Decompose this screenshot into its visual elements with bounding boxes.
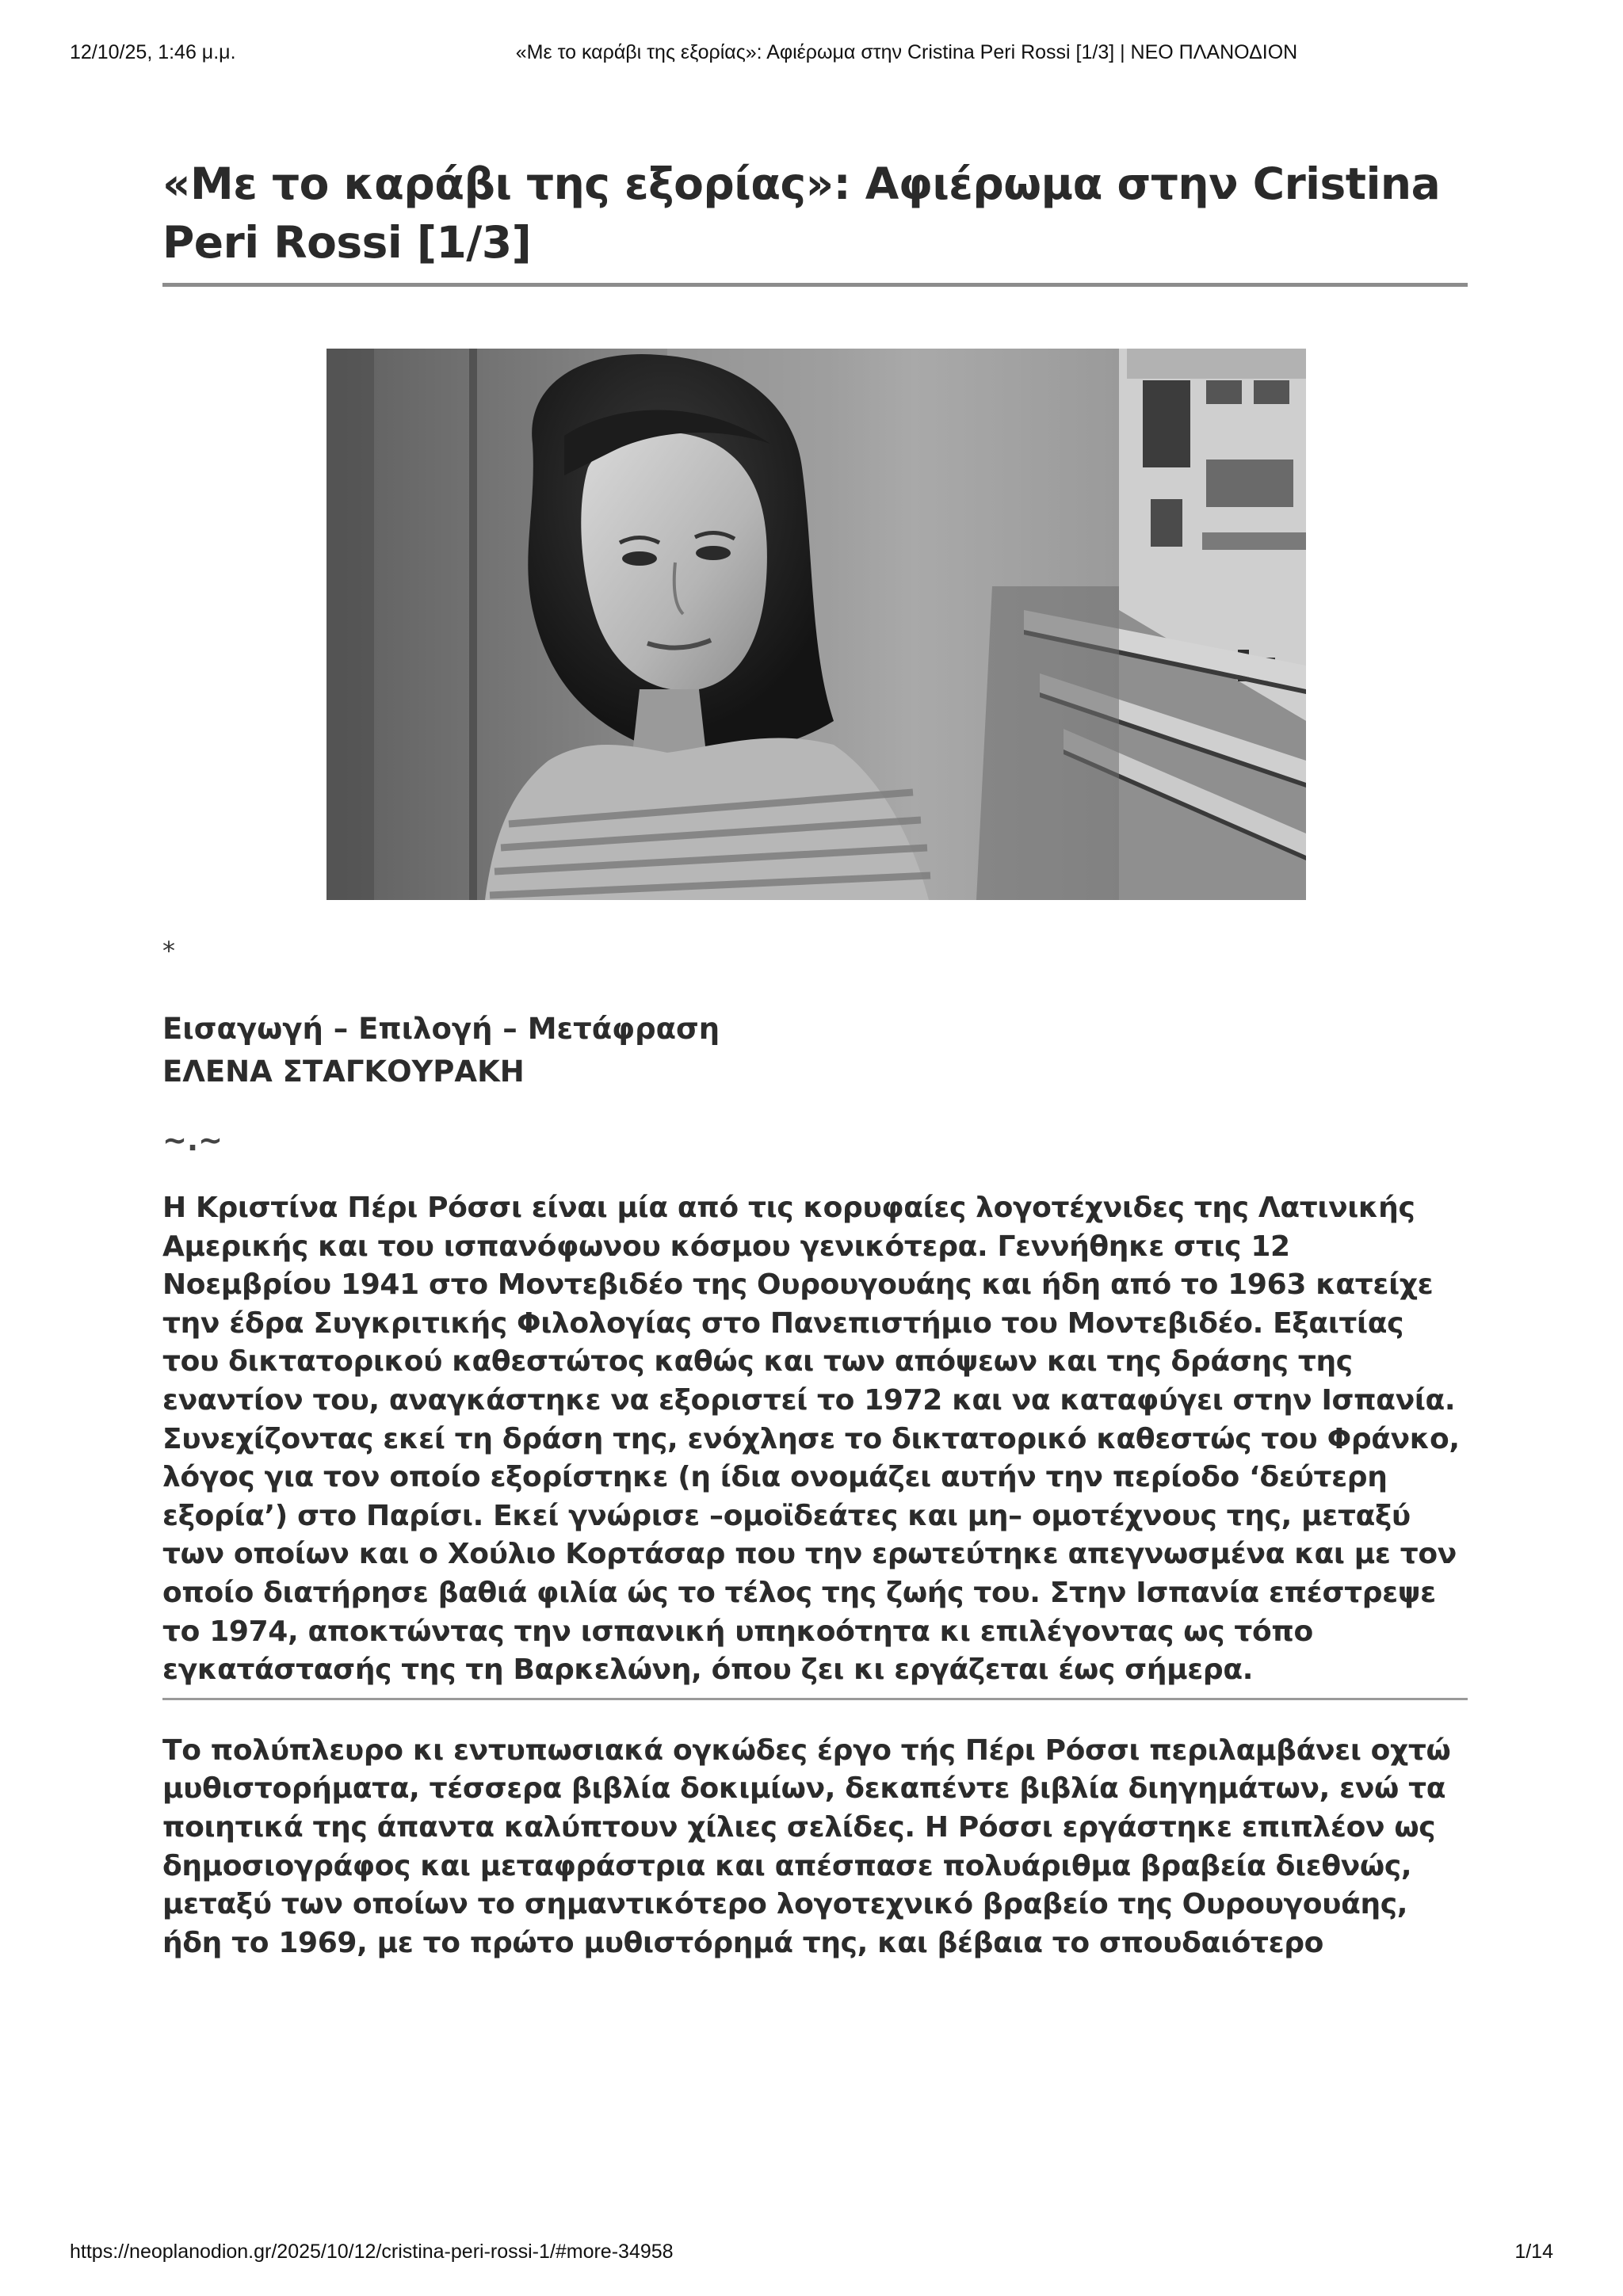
- print-page-number: 1/14: [1514, 2241, 1553, 2263]
- asterisk-marker: *: [162, 936, 175, 966]
- article: [162, 154, 1468, 1962]
- credits-author-name: ΕΛΕΝΑ ΣΤΑΓΚΟΥΡΑΚΗ: [162, 1055, 525, 1089]
- intro-paragraph-1: Η Κριστίνα Πέρι Ρόσσι είναι μία από τις κορυφαίες λογοτέχνιδες της Λατινικής Αμερικής και του ισπανόφωνου κόσμου γενικότερα. Γεννήθηκε στις 12 Νοεμβρίου 1941 στο Μοντεβιδέο της Ουρουγουάης και ήδη από το 1963 κατείχε την έδρα Συγκριτικής Φιλολογίας στο Πανεπιστήμιο του Μοντεβιδέο. Εξαιτίας του δικτατορικού καθεστώτος καθώς και των απόψεων και της δράσης της εναντίον του, αναγκάστηκε να εξοριστεί το 1972 και να καταφύγει στην Ισπανία. Συνεχίζοντας εκεί τη δράση της, ενόχλησε το δικτατορικό καθεστώς του Φράνκο, λόγος για τον οποίο εξορίστηκε (η ίδια ονομάζει αυτήν την περίοδο ‘δεύτερη εξορία’) στο Παρίσι. Εκεί γνώρισε –ομοϊδεάτες και μη– ομοτέχνους της, μεταξύ των οποίων και ο Χούλιο Κορτάσαρ που την ερωτεύτηκε απεγνωσμένα και με τον οποίο διατήρησε βαθιά φιλία ώς το τέλος της ζωής του. Στην Ισπανία επέστρεψε το 1974, αποκτώντας την ισπανική υπηκοότητα κι επιλέγοντας ως τόπο εγκατάστασής της τη Βαρκελώνη, όπου ζει κι εργάζεται έως σήμερα.: [162, 1192, 1460, 1687]
- article-title-line-1: «Με το καράβι της εξορίας»: Αφιέρωμα στην Cristina: [162, 158, 1441, 209]
- print-url: https://neoplanodion.gr/2025/10/12/cristina-peri-rossi-1/#more-34958: [70, 2241, 674, 2263]
- title-divider: [162, 283, 1468, 287]
- article-title-line-2: Peri Rossi [1/3]: [162, 217, 532, 268]
- intro-paragraph-2: Το πολύπλευρο κι εντυπωσιακά ογκώδες έργο τής Πέρι Ρόσσι περιλαμβάνει οχτώ μυθιστορήματα, τέσσερα βιβλία δοκιμίων, δεκαπέντε βιβλία διηγημάτων, ενώ τα ποιητικά της άπαντα καλύπτουν χίλιες σελίδες. Η Ρόσσι εργάστηκε επιπλέον ως δημοσιογράφος και μεταφράστρια και απέσπασε πολυάριθμα βραβεία διεθνώς, μεταξύ των οποίων το σημαντικότερο λογοτεχνικό βραβείο της Ουρουγουάης, ήδη το 1969, με το πρώτο μυθιστόρημά της, και βέβαια το σπουδαιότερο: [162, 1733, 1451, 1959]
- print-date: 12/10/25, 1:46 μ.μ.: [70, 41, 236, 63]
- author-portrait-photo: [327, 349, 1306, 900]
- credits-role: Εισαγωγή – Επιλογή – Μετάφραση: [162, 1012, 720, 1046]
- print-footer: [70, 2241, 1553, 2269]
- credits: [162, 1008, 1468, 1093]
- paragraph-divider: [162, 1698, 1468, 1700]
- print-page-title: «Με το καράβι της εξορίας»: Αφιέρωμα στην Cristina Peri Rossi [1/3] | ΝΕΟ ΠΛΑΝΟΔΙΟΝ: [515, 41, 1298, 63]
- article-title: [162, 154, 1468, 272]
- print-header: [70, 41, 1553, 73]
- section-separator: ~.~: [162, 1123, 223, 1158]
